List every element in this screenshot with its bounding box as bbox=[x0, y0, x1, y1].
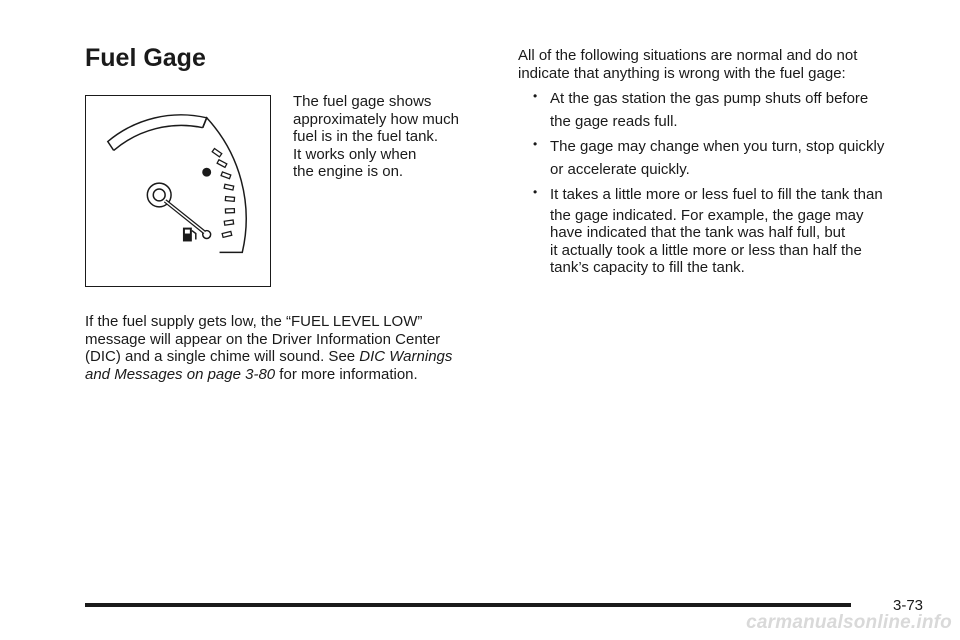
footer-rule bbox=[85, 603, 851, 607]
fuel-gauge-icon bbox=[86, 96, 270, 286]
gauge-full-marker bbox=[202, 168, 211, 177]
dic-warnings-link-cont[interactable]: and Messages on page 3-80 bbox=[85, 365, 276, 383]
page-number: 3-73 bbox=[893, 597, 924, 614]
normal-situations: All of the following situations are normal and do not indicate that anything is wrong with the fuel gage: • At the gas station the gas pump shuts off before the gage reads full. • The gage may change when you turn, stop quickly or accelerate quickly. • It takes a little more or less fuel to fill the tank than the gage indicated. For example, the gage may have indicated that the tank was half full, but it actually took a little more or less than half the tank’s capacity to fill the tank. bbox=[518, 47, 938, 277]
low-fuel-paragraph: If the fuel supply gets low, the “FUEL LEVEL LOW” message will appear on the Driver Information Center (DIC) and a single chime will sound. See DIC Warnings and Messages on page 3-80 for more information. bbox=[85, 313, 453, 383]
gauge-hub-inner bbox=[153, 189, 165, 201]
fuel-pump-icon bbox=[183, 228, 196, 242]
fuel-gauge-figure bbox=[85, 95, 271, 287]
gauge-description: The fuel gage shows approximately how much fuel is in the fuel tank. It works only when the engine is on. bbox=[293, 93, 459, 180]
bullet-icon: • bbox=[533, 137, 538, 151]
list-item: • It takes a little more or less fuel to fill the tank than the gage indicated. For example, the gage may have indicated that the tank was half full, but it actually took a little more or less than half the tank’s capacity to fill the tank. bbox=[533, 185, 883, 276]
situations-list bbox=[518, 90, 938, 277]
list-item: • The gage may change when you turn, stop quickly or accelerate quickly. bbox=[533, 137, 885, 178]
gauge-band bbox=[108, 115, 207, 151]
dic-warnings-link[interactable]: DIC Warnings bbox=[359, 348, 453, 365]
page-title: Fuel Gage bbox=[85, 44, 206, 72]
list-item: • At the gas station the gas pump shuts off before the gage reads full. bbox=[533, 89, 869, 130]
bullet-icon: • bbox=[533, 89, 538, 103]
gauge-ticks bbox=[212, 149, 234, 238]
watermark: carmanualsonline.info bbox=[746, 612, 952, 633]
bullet-icon: • bbox=[533, 185, 538, 199]
